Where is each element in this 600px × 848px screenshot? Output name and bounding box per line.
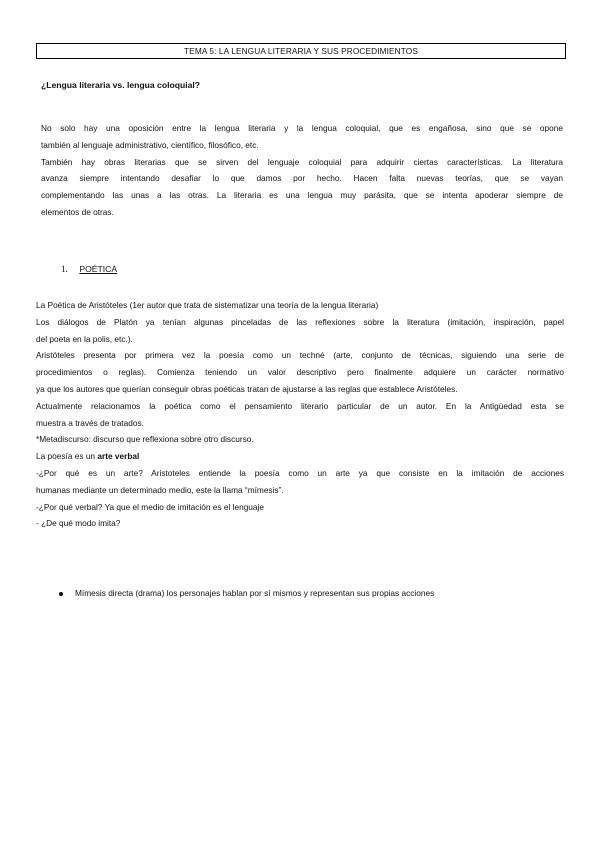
question-line: -¿Por qué es un arte? Aristoteles entiende la poesía como un arte ya que consiste en la imitación de acciones — [36, 467, 564, 478]
bullet-item — [59, 588, 434, 598]
body-line: ya que los autores que querían conseguir obras poéticas tratan de ajustarse a las reglas que establece Aristóteles. — [36, 383, 458, 394]
body-line: *Metadiscurso: discurso que reflexiona sobre otro discurso. — [36, 434, 254, 445]
section-heading: ¿Lengua literaria vs. lengua coloquial? — [41, 80, 201, 90]
section-number: 1. — [61, 264, 68, 274]
question-line: - ¿De qué modo imita? — [36, 518, 121, 529]
body-line: Actualmente relacionamos la poética como el pensamiento literario particular de un autor. En la Antigüedad esta se — [36, 400, 564, 411]
question-line: humanas mediante un determinado medio, este la llama “mímesis”. — [36, 484, 284, 495]
intro-line: También hay obras literarias que se sirven del lenguaje coloquial para adquirir ciertas características. La literatura — [41, 156, 563, 167]
arte-verbal-bold: arte verbal — [97, 451, 140, 462]
intro-line: complementando las unas a las otras. La literaria es una lengua muy parásita, que se intenta apoderar siempre de — [41, 190, 563, 201]
intro-line: elementos de otras. — [41, 206, 114, 217]
question-line: -¿Por qué verbal? Ya que el medio de imitación es el lenguaje — [36, 501, 264, 512]
body-line: La Poética de Aristóteles (1er autor que trata de sistematizar una teoría de la lengua literaria) — [36, 300, 379, 310]
document-title: TEMA 5: LA LENGUA LITERARIA Y SUS PROCEDIMIENTOS — [36, 43, 566, 59]
section-label: POÉTICA — [79, 264, 118, 274]
body-line: del poeta en la polis, etc.). — [36, 333, 133, 344]
section-poetica — [61, 264, 117, 274]
bullet-dot-icon — [59, 592, 63, 596]
body-line: procedimientos o reglas). Comienza teniendo un valor descriptivo pero finalmente adquiere un carácter normativo — [36, 367, 564, 378]
body-line: Aristóteles presenta por primera vez la poesía como un techné (arte, conjunto de técnicas, siguiendo una serie de — [36, 350, 564, 361]
arte-verbal-line — [36, 448, 564, 465]
bullet-text: Mímesis directa (drama) los personajes hablan por sí mismos y representan sus propias acciones — [75, 588, 435, 598]
body-line: Los diálogos de Platón ya tenían algunas pinceladas de las reflexiones sobre la literatura (imitación, inspiración, papel — [36, 316, 564, 327]
body-paragraph — [36, 297, 564, 532]
intro-paragraph — [41, 120, 563, 221]
intro-line: avanza siempre intentando desafiar lo que damos por hecho. Hacen falta nuevas teorías, que se vayan — [41, 173, 563, 184]
body-line: muestra a través de tratados. — [36, 417, 144, 428]
arte-prefix: La poesía es un — [36, 451, 98, 462]
intro-line: también al lenguaje administrativo, científico, filosófico, etc. — [41, 139, 259, 150]
intro-line: No solo hay una oposición entre la lengua literaria y la lengua coloquial, que es engañosa, sino que se opone — [41, 123, 563, 133]
